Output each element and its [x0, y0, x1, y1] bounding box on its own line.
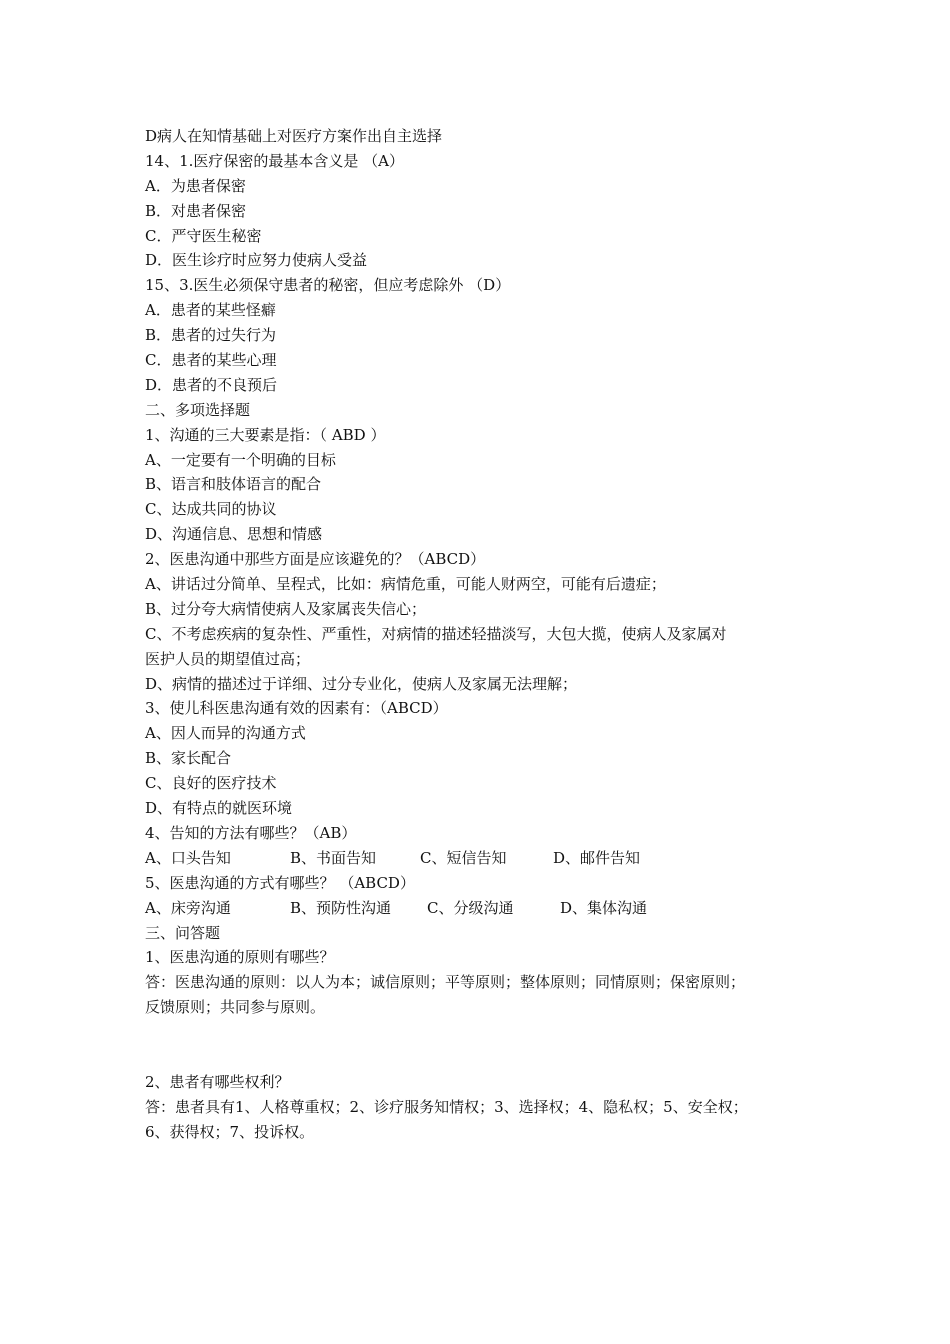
option-line: A、讲话过分简单、呈程式，比如：病情危重，可能人财两空，可能有后遗症；: [145, 575, 666, 594]
question-line: 14、1.医疗保密的最基本含义是 （A）: [145, 151, 405, 170]
q4-option-a: A、口头告知: [145, 848, 231, 867]
qa-answer-line: 6、获得权；7、投诉权。: [145, 1122, 315, 1141]
option-line: D、沟通信息、思想和情感: [145, 525, 323, 544]
paragraph-gap: [145, 1020, 815, 1070]
option-line: C、良好的医疗技术: [145, 774, 277, 793]
qa-answer-line: 答：患者具有1、人格尊重权；2、诊疗服务知情权；3、选择权；4、隐私权；5、安全权；: [145, 1097, 748, 1116]
option-line: C、达成共同的协议: [145, 500, 277, 519]
option-line-continued: 医护人员的期望值过高；: [145, 649, 311, 668]
question-line: 3、使儿科医患沟通有效的因素有：（ABCD）: [145, 699, 448, 718]
section-heading: 三、问答题: [145, 923, 221, 942]
question-line: 1、沟通的三大要素是指：（ ABD ）: [145, 425, 386, 444]
text-line: D病人在知情基础上对医疗方案作出自主选择: [145, 127, 443, 145]
option-line: A、一定要有一个明确的目标: [145, 450, 336, 469]
question-line: 15、3.医生必须保守患者的秘密，但应考虑除外 （D）: [145, 276, 511, 295]
q5-option-a: A、床旁沟通: [145, 898, 231, 917]
q5-options-row: [145, 896, 815, 921]
option-line: C．严守医生秘密: [145, 226, 262, 245]
qa-question: 1、医患沟通的原则有哪些？: [145, 948, 335, 967]
question-line: 5、医患沟通的方式有哪些？ （ABCD）: [145, 873, 415, 892]
option-line: B、语言和肢体语言的配合: [145, 475, 322, 494]
option-line: B、过分夸大病情使病人及家属丧失信心；: [145, 599, 427, 618]
qa-answer-line: 答：医患沟通的原则：以人为本；诚信原则；平等原则；整体原则；同情原则；保密原则；: [145, 973, 746, 992]
option-line: A．患者的某些怪癖: [145, 301, 276, 320]
option-line: C．患者的某些心理: [145, 351, 277, 370]
q4-option-c: C、短信告知: [420, 848, 507, 867]
option-line: B、家长配合: [145, 749, 232, 768]
option-line: B．对患者保密: [145, 201, 247, 220]
q4-option-b: B、书面告知: [290, 848, 377, 867]
option-line: D、病情的描述过于详细、过分专业化，使病人及家属无法理解；: [145, 674, 578, 693]
option-line: A．为患者保密: [145, 176, 246, 195]
option-line: D、有特点的就医环境: [145, 799, 293, 818]
q4-option-d: D、邮件告知: [553, 848, 641, 867]
option-line: B．患者的过失行为: [145, 326, 277, 345]
q5-option-b: B、预防性沟通: [290, 898, 392, 917]
qa-answer-line: 反馈原则；共同参与原则。: [145, 998, 326, 1017]
option-line: C、不考虑疾病的复杂性、严重性，对病情的描述轻描淡写，大包大揽，使病人及家属对: [145, 624, 727, 643]
qa-question: 2、患者有哪些权利？: [145, 1072, 290, 1091]
q4-options-row: [145, 846, 815, 871]
document-body: [145, 124, 815, 1145]
option-line: D．医生诊疗时应努力使病人受益: [145, 251, 368, 270]
question-line: 2、医患沟通中那些方面是应该避免的？（ABCD）: [145, 550, 486, 569]
option-line: A、因人而异的沟通方式: [145, 724, 306, 743]
section-heading: 二、多项选择题: [145, 400, 251, 419]
q5-option-d: D、集体沟通: [560, 898, 648, 917]
option-line: D．患者的不良预后: [145, 375, 278, 394]
question-line: 4、告知的方法有哪些？（AB）: [145, 823, 357, 842]
q5-option-c: C、分级沟通: [427, 898, 514, 917]
